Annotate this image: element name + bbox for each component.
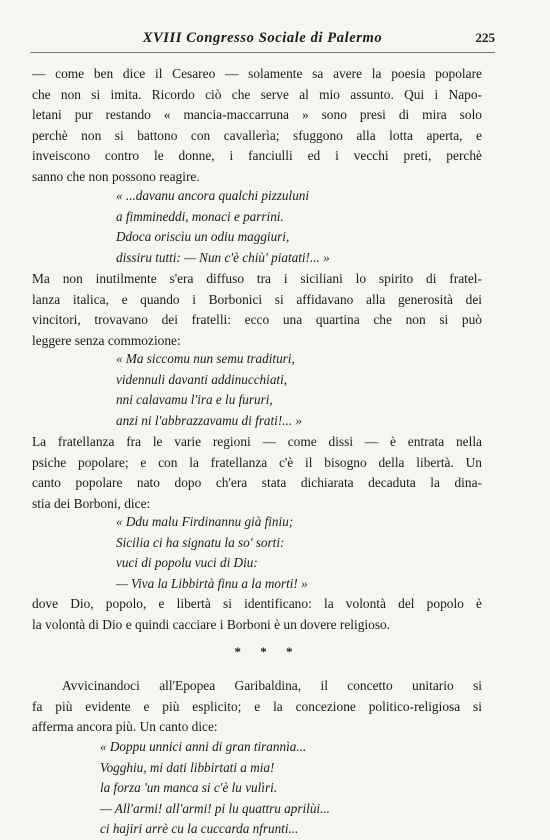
verse-quote-4 [100,737,330,840]
text-line: letani pur restando « mancia-maccarruna » sono presi di mira solo [32,107,482,123]
text-line: afferma ancora più. Un canto dice: [32,719,218,735]
text-line: fa più evidente e più esplicito; e la concezione politico-religiosa si [32,698,482,714]
header-title: XVIII Congresso Sociale di Palermo [142,30,383,46]
text-line: Ma non inutilmente s'era diffuso tra i siciliani lo spirito di fratel- [32,271,482,286]
verse-line: « Ddu malu Firdinannu già finiu; [116,514,294,529]
verse-line: ci hajiri arrè cu la cuccarda nfrunti... [100,821,299,837]
section-separator: * * * [234,644,301,659]
paragraph-4 [32,594,482,635]
header-rule [30,52,495,53]
verse-quote-1 [116,186,330,268]
text-line: la volontà di Dio e quindi cacciare i Borboni è un dovere religioso. [32,616,391,632]
paragraph-1 [32,64,482,188]
verse-line: « ...davanu ancora qualchi pizzuluni [116,188,310,203]
text-line: inveiscono contro le donne, i fanciulli ed i vecchi preti, perchè [32,148,482,164]
text-line: psiche popolare; e con la fratellanza c'è il bisogno della libertà. Un [32,454,482,470]
verse-line: « Doppu unnici anni di gran tirannìa... [100,739,307,754]
text-line: stia dei Borboni, dice: [32,495,151,511]
verse-line: a fimmineddi, monaci e parrini. [116,208,284,224]
paragraph-2 [32,269,482,351]
running-header [30,30,495,48]
verse-line: Ddoca oriscìu un odiu maggiuri, [116,229,290,245]
text-line: canto popolare nato dopo ch'era stata dichiarata decaduta la dina- [32,475,482,491]
verse-line: la forza 'un manca si c'è lu vulìri. [100,780,278,796]
text-line: vincitori, trovavano dei fratelli: ecco una quartina che non si può [32,312,482,328]
verse-line: « Ma siccomu nun semu tradituri, [116,351,295,366]
text-line: leggere senza commozione: [32,332,181,348]
paragraph-3 [32,432,482,514]
text-line: perchè non si battono con cavallerìa; sfuggono alla lotta aperta, e [32,127,482,143]
verse-line: vuci di popolu vuci di Diu: [116,555,258,571]
text-line: che non si imita. Ricordo ciò che serve al mio assunto. Qui i Napo- [32,86,482,102]
paragraph-5 [32,676,482,738]
text-line: La fratellanza fra le varie regioni — come dissi — è entrata nella [32,434,482,449]
text-line: Avvicinandoci all'Epopea Garibaldina, il concetto unitario si [62,678,482,693]
verse-line: Sicilia ci ha signatu la so' sorti: [116,534,285,550]
verse-line: Vogghiu, mi dati libbirtati a mia! [100,759,275,775]
verse-line: — All'armi! all'armi! pi lu quattru aprilùi... [100,800,330,816]
text-line: — come ben dice il Cesareo — solamente sa avere la poesia popolare [32,66,482,81]
verse-line: anzi ni l'abbrazzavamu di frati!... » [116,412,302,428]
verse-line: dissiru tutti: — Nun c'è chiù' piatati!... » [116,249,330,265]
verse-quote-2 [116,349,302,431]
verse-line: nni calavamu l'ira e lu fururi, [116,392,273,408]
verse-quote-3 [116,512,308,594]
text-line: dove Dio, popolo, e libertà si identificano: la volontà del popolo è [32,596,482,611]
text-line: lanza italica, e quando i Borbonici si affidavano alla generosità dei [32,291,482,307]
text-line: sanno che non possono reagire. [32,168,200,184]
page-number: 225 [475,30,495,45]
verse-line: vidennuli davanti addinucchiati, [116,371,288,387]
verse-line: — Viva la Libbirtà finu a la morti! » [116,575,308,591]
